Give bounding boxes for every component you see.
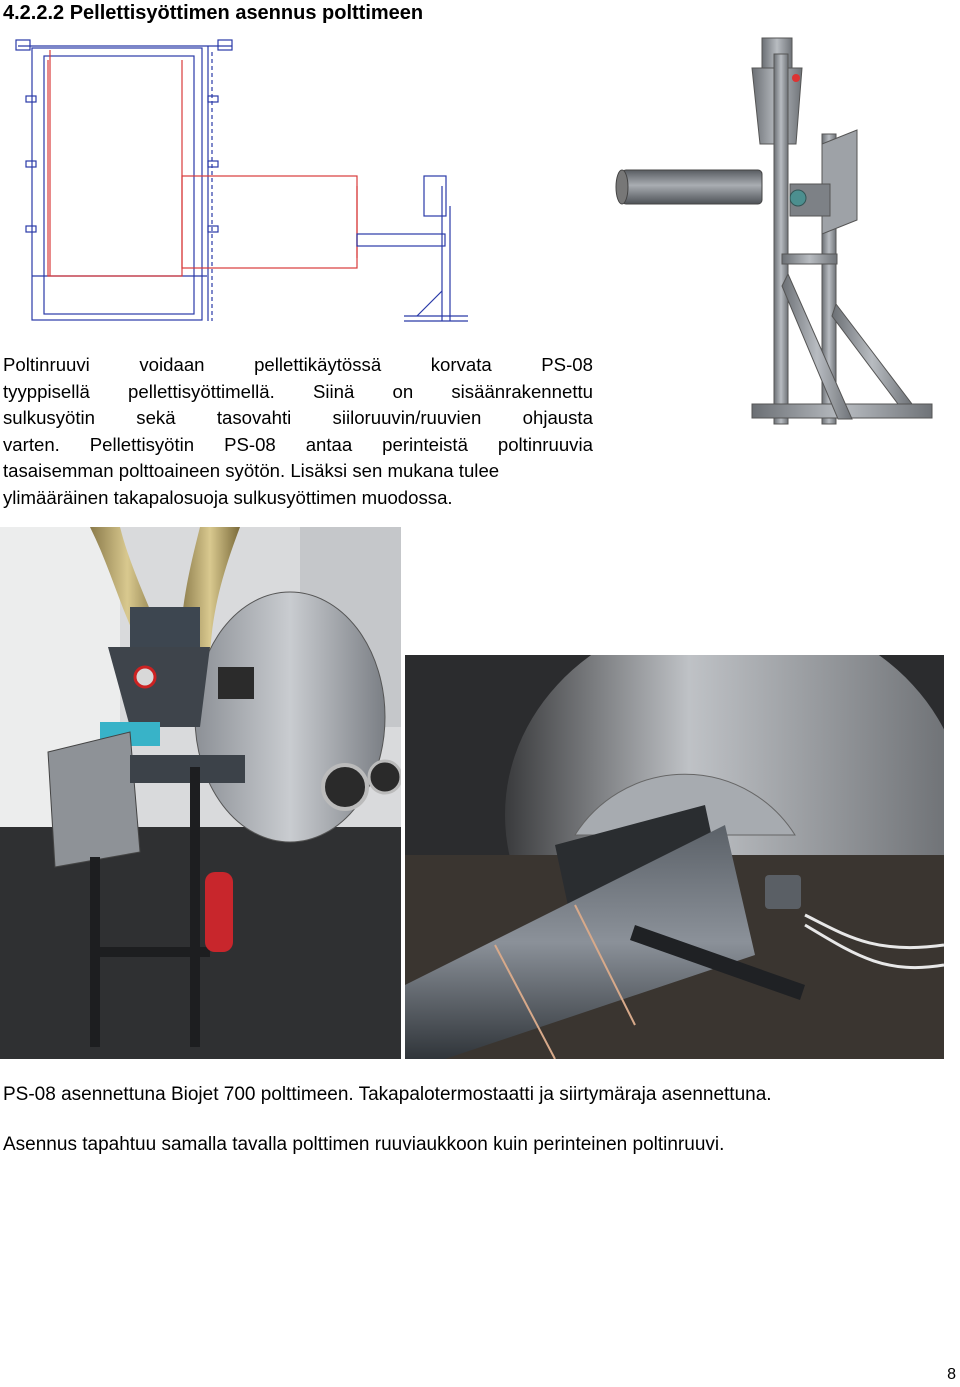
paragraph-line-6: ylimääräinen takapalosuoja sulkusyöttimen muodossa. [3,486,453,508]
word: varten. [3,433,60,455]
word: ohjausta [522,407,593,429]
paragraph-line-3 [3,405,593,432]
word: PS-08 [541,354,593,375]
word: sisäänrakennettu [451,380,593,402]
word: voidaan [139,354,205,375]
word: Pellettisyötin [89,433,195,455]
paragraph-line-2 [3,379,593,406]
word: sulkusyötin [3,407,95,429]
installed-feeder-photo [0,527,401,1059]
page-number: 8 [947,1366,956,1383]
word: antaa [305,433,353,455]
paragraph-line-1 [3,352,593,379]
feeder-3d-render [612,34,944,446]
technical-drawing [12,36,472,326]
photo-caption: PS-08 asennettuna Biojet 700 polttimeen. Takapalotermostaatti ja siirtymäraja asennettuna. [3,1084,772,1105]
word: Poltinruuvi [3,354,90,375]
description-paragraph [3,352,593,512]
word: pellettikäytössä [254,354,382,375]
word: tasovahti [216,407,292,429]
word: pellettisyöttimellä. [128,380,275,402]
word: perinteistä [382,433,468,455]
section-heading: 4.2.2.2 Pellettisyöttimen asennus polttimeen [3,2,424,24]
paragraph-line-5: tasaisemman polttoaineen syötön. Lisäksi sen mukana tulee [3,460,500,482]
word: Siinä [312,380,355,402]
feeder-pipe-closeup-photo [405,655,944,1059]
word: on [392,380,414,402]
word: tyyppisellä [3,380,90,402]
word: poltinruuvia [497,433,593,455]
word: PS-08 [224,433,276,455]
word: sekä [136,407,176,429]
paragraph-line-4 [3,432,593,459]
installation-note: Asennus tapahtuu samalla tavalla polttimen ruuviaukkoon kuin perinteinen poltinruuvi. [3,1134,725,1155]
word: siiloruuvin/ruuvien [332,407,482,429]
word: korvata [430,354,492,375]
